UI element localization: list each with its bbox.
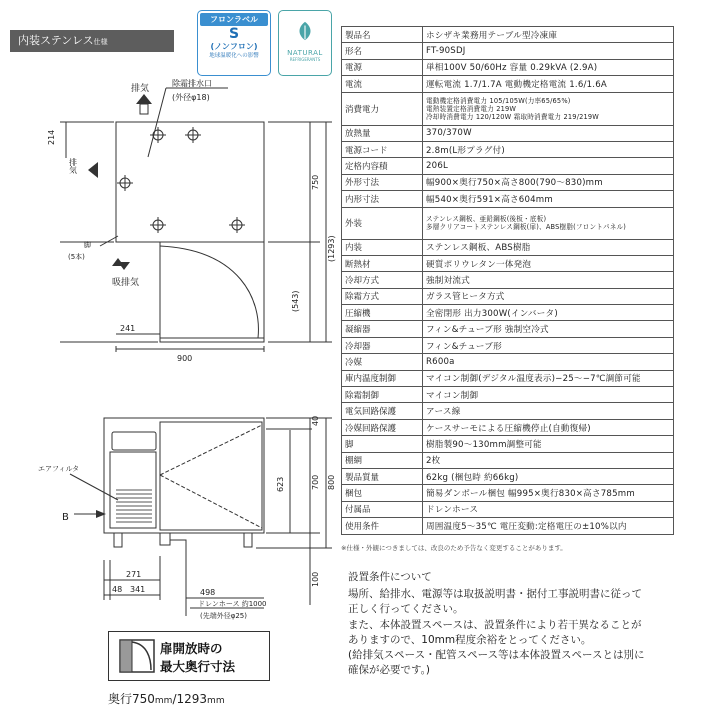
spec-value: 206L xyxy=(423,158,674,174)
depth-title-line2: 最大奥行寸法 xyxy=(160,659,236,674)
inner-stainless-label: 内装ステンレス xyxy=(18,34,94,47)
condition-line: また、本体設置スペースは、設置条件により若干異なることが xyxy=(348,618,642,631)
dim-623: 623 xyxy=(276,476,285,492)
dim-1293: (1293) xyxy=(327,235,336,262)
spec-row xyxy=(342,76,674,92)
spec-key: 電流 xyxy=(342,76,423,92)
spec-row xyxy=(342,158,674,174)
dim-900: 900 xyxy=(177,354,193,363)
spec-key: 定格内容積 xyxy=(342,158,423,174)
depth-unit-1: mm xyxy=(154,696,173,706)
exhaust-up-arrow xyxy=(136,94,152,104)
spec-value: ホシザキ業務用テーブル型冷凍庫 xyxy=(423,27,674,43)
spec-row xyxy=(342,288,674,304)
intake-label: 吸排気 xyxy=(112,278,140,288)
leg-label: 脚 xyxy=(84,241,91,249)
spec-value: 簡易ダンボール梱包 幅995×奥行830×高さ785mm xyxy=(423,485,674,501)
spec-row xyxy=(342,354,674,370)
inner-stainless-badge xyxy=(10,30,174,52)
spec-value: FT-90SDJ xyxy=(423,43,674,59)
dim-48: 48 xyxy=(112,585,123,594)
depth-title-line1: 扉開放時の xyxy=(160,641,223,656)
spec-value: 全密閉形 出力300W(インバータ) xyxy=(423,305,674,321)
spec-value: ドレンホース xyxy=(423,501,674,517)
exhaust-top-label: 排気 xyxy=(131,84,150,94)
dim-271: 271 xyxy=(126,570,142,579)
exhaust-left-arrow xyxy=(88,162,98,178)
front-view-body xyxy=(104,418,264,533)
door-open-icon xyxy=(117,636,157,676)
spec-key: 圧縮機 xyxy=(342,305,423,321)
spec-row xyxy=(342,387,674,403)
spec-row xyxy=(342,485,674,501)
drain-hose-tip-label: (先端外径φ25) xyxy=(200,612,247,620)
spec-row xyxy=(342,370,674,386)
spec-key: 電源コード xyxy=(342,141,423,157)
spec-row xyxy=(342,125,674,141)
depth-value xyxy=(108,690,225,707)
spec-note: ※仕様・外観につきましては、改良のため予告なく変更することがあります。 xyxy=(341,544,567,552)
spec-row xyxy=(342,207,674,239)
condition-line: ありますので、10mm程度余裕をとってください。 xyxy=(348,633,592,646)
spec-row xyxy=(342,436,674,452)
depth-unit-2: mm xyxy=(207,696,225,706)
spec-key: 冷媒 xyxy=(342,354,423,370)
freon-label-sub: (ノンフロン) xyxy=(210,42,258,51)
condition-line: 場所、給排水、電源等は取扱説明書・据付工事説明書に従って xyxy=(348,588,642,601)
natural-label: NATURAL xyxy=(287,49,323,57)
freon-label-title: フロンラベル xyxy=(200,13,268,26)
spec-value: ケースサーモによる圧縮機停止(自動復帰) xyxy=(423,419,674,435)
spec-key: 冷却器 xyxy=(342,337,423,353)
dim-700: 700 xyxy=(311,474,320,490)
spec-value-line: 電動機定格消費電力 105/105W(力率65/65%) xyxy=(426,96,571,105)
spec-row xyxy=(342,501,674,517)
dim-750: 750 xyxy=(311,174,320,190)
depth-value-2: /1293 xyxy=(172,692,208,706)
spec-value: 2枚 xyxy=(423,452,674,468)
spec-key: 冷媒回路保護 xyxy=(342,419,423,435)
spec-row xyxy=(342,239,674,255)
spec-value: 樹脂製90〜130mm調整可能 xyxy=(423,436,674,452)
spec-row xyxy=(342,141,674,157)
spec-value: 2.8m(L形プラグ付) xyxy=(423,141,674,157)
spec-value: ステンレス鋼板、ABS樹脂 xyxy=(423,239,674,255)
inner-stainless-suffix: 仕様 xyxy=(93,38,108,46)
spec-row xyxy=(342,419,674,435)
spec-value: 370/370W xyxy=(423,125,674,141)
spec-row xyxy=(342,59,674,75)
spec-row xyxy=(342,321,674,337)
spec-key: 電源 xyxy=(342,59,423,75)
drain-dia-label: (外径φ18) xyxy=(172,93,210,102)
spec-key: 梱包 xyxy=(342,485,423,501)
spec-value: フィン&チューブ形 強制空冷式 xyxy=(423,321,674,337)
dim-498: 498 xyxy=(200,588,216,597)
spec-value: アース線 xyxy=(423,403,674,419)
spec-key: 棚網 xyxy=(342,452,423,468)
spec-key: 形名 xyxy=(342,43,423,59)
dim-40: 40 xyxy=(311,415,320,426)
spec-value: R600a xyxy=(423,354,674,370)
spec-row xyxy=(342,305,674,321)
spec-row xyxy=(342,272,674,288)
spec-value: ガラス管ヒータ方式 xyxy=(423,288,674,304)
spec-row xyxy=(342,337,674,353)
spec-row xyxy=(342,174,674,190)
spec-value-line: ステンレス鋼板、亜鉛鋼板(後板・底板) xyxy=(426,215,547,224)
spec-key: 凝縮器 xyxy=(342,321,423,337)
condition-line: 確保が必要です。) xyxy=(348,664,431,677)
natural-sub-label: REFRIGERANTS xyxy=(289,57,321,62)
dim-800: 800 xyxy=(327,474,336,490)
spec-key: 内装 xyxy=(342,239,423,255)
spec-value xyxy=(423,92,674,125)
spec-value: マイコン制御(デジタル温度表示)−25〜−7℃調節可能 xyxy=(423,370,674,386)
depth-value-1: 奥行750 xyxy=(108,692,155,706)
spec-key: 消費電力 xyxy=(342,92,423,125)
spec-row xyxy=(342,403,674,419)
view-b-label: B xyxy=(62,512,69,523)
spec-table xyxy=(341,26,674,535)
dim-241: 241 xyxy=(120,324,136,333)
exhaust-side-label: 排気 xyxy=(68,158,78,174)
spec-value: マイコン制御 xyxy=(423,387,674,403)
spec-value-line: 多層クリアコートステンレス鋼板(扉)、ABS樹脂(フロントパネル) xyxy=(426,223,627,232)
spec-row xyxy=(342,518,674,534)
spec-value: フィン&チューブ形 xyxy=(423,337,674,353)
spec-key: 電気回路保護 xyxy=(342,403,423,419)
spec-row xyxy=(342,92,674,125)
spec-key: 内形寸法 xyxy=(342,191,423,207)
dim-341: 341 xyxy=(130,585,146,594)
leg-count-label: (5本) xyxy=(68,253,85,261)
door-open-depth-title xyxy=(160,640,235,676)
spec-key: 外装 xyxy=(342,207,423,239)
dim-100: 100 xyxy=(311,571,320,587)
dimension-drawing xyxy=(0,60,340,620)
dim-214: 214 xyxy=(47,129,56,145)
spec-row xyxy=(342,191,674,207)
spec-value: 周囲温度5〜35℃ 電圧変動:定格電圧の±10%以内 xyxy=(423,518,674,534)
spec-value: 幅540×奥行591×高さ604mm xyxy=(423,191,674,207)
spec-value: 幅900×奥行750×高さ800(790〜830)mm xyxy=(423,174,674,190)
air-filter-label: エアフィルタ xyxy=(38,465,80,473)
spec-value-line: 電熱装置定格消費電力 219W xyxy=(426,104,517,113)
spec-value: 強制対流式 xyxy=(423,272,674,288)
condition-line: 正しく行ってください。 xyxy=(348,603,464,616)
spec-key: 冷却方式 xyxy=(342,272,423,288)
spec-value: 運転電流 1.7/1.7A 電動機定格電流 1.6/1.6A xyxy=(423,76,674,92)
spec-key: 付属品 xyxy=(342,501,423,517)
leaf-icon xyxy=(294,20,316,42)
spec-key: 使用条件 xyxy=(342,518,423,534)
spec-key: 断熱材 xyxy=(342,255,423,271)
spec-value: 単相100V 50/60Hz 容量 0.29kVA (2.9A) xyxy=(423,59,674,75)
drain-outlet-label: 除霜排水口 xyxy=(172,79,212,88)
condition-line: 設置条件について xyxy=(348,571,432,583)
spec-value: 62kg (梱包時 約66kg) xyxy=(423,468,674,484)
spec-key: 除霜方式 xyxy=(342,288,423,304)
spec-key: 脚 xyxy=(342,436,423,452)
spec-key: 外形寸法 xyxy=(342,174,423,190)
spec-key: 除霜制御 xyxy=(342,387,423,403)
spec-row xyxy=(342,27,674,43)
spec-row xyxy=(342,255,674,271)
spec-value-line: 冷却時消費電力 120/120W 霜取時消費電力 219/219W xyxy=(426,112,600,121)
mounting-crosshairs xyxy=(117,127,245,233)
spec-key: 庫内温度制御 xyxy=(342,370,423,386)
spec-key: 製品名 xyxy=(342,27,423,43)
spec-key: 放熱量 xyxy=(342,125,423,141)
spec-row xyxy=(342,468,674,484)
spec-row xyxy=(342,43,674,59)
spec-value xyxy=(423,207,674,239)
spec-key: 製品質量 xyxy=(342,468,423,484)
freon-label-grade: S xyxy=(228,26,240,42)
spec-row xyxy=(342,452,674,468)
dim-543: (543) xyxy=(291,290,300,312)
condition-line: (給排気スペース・配管スペース等は本体設置スペースとは別に xyxy=(348,649,645,662)
freon-label-note: 地球温暖化への影響 xyxy=(209,53,259,59)
drain-hose-label: ドレンホース 約1000 xyxy=(198,600,267,608)
installation-conditions xyxy=(348,570,708,678)
spec-value: 硬質ポリウレタン一体発泡 xyxy=(423,255,674,271)
